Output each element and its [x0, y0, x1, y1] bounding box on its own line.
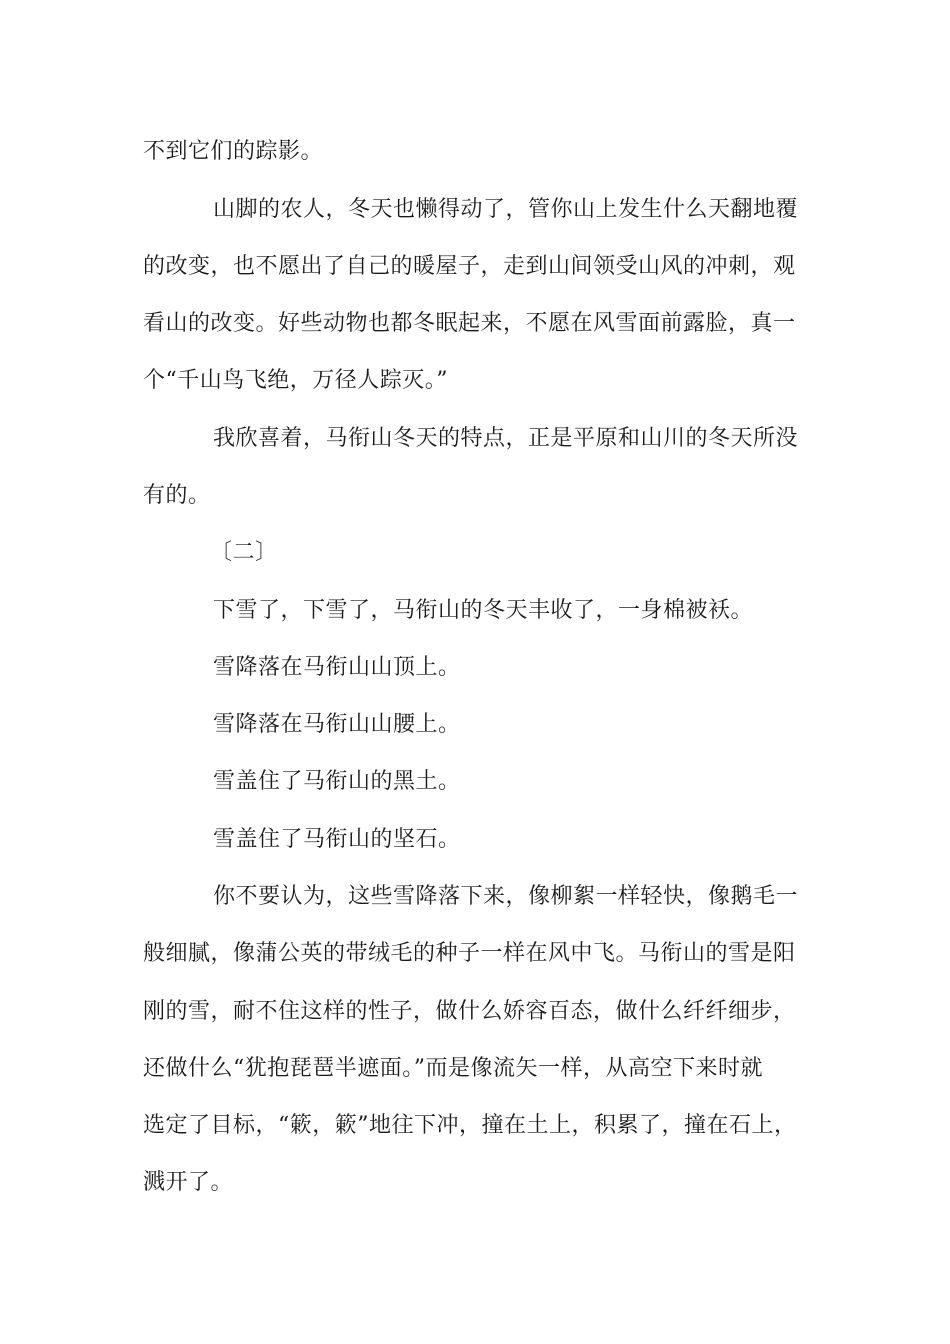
paragraph-line: 雪盖住了马衔山的坚石。 — [213, 827, 461, 852]
section-heading: 〔二〕 — [210, 540, 278, 565]
paragraph-line: 溅开了。 — [143, 1170, 234, 1195]
paragraph-line: 下雪了，下雪了，马衔山的冬天丰收了，一身棉被袄。 — [213, 598, 754, 623]
paragraph-line: 山脚的农人，冬天也懒得动了，管你山上发生什么天翻地覆 — [213, 197, 799, 222]
paragraph-line: 有的。 — [143, 483, 211, 508]
paragraph-line: 雪盖住了马衔山的黑土。 — [213, 769, 461, 794]
paragraph-line: 雪降落在马衔山山腰上。 — [213, 712, 461, 737]
paragraph-line: 你不要认为，这些雪降落下来，像柳絮一样轻快，像鹅毛一 — [213, 884, 799, 909]
paragraph-line: 看山的改变。好些动物也都冬眠起来，不愿在风雪面前露脸，真一 — [143, 311, 796, 336]
paragraph-line: 般细腻，像蒲公英的带绒毛的种子一样在风中飞。马衔山的雪是阳 — [143, 941, 796, 966]
paragraph-line: 刚的雪，耐不住这样的性子，做什么娇容百态，做什么纤纤细步， — [143, 999, 796, 1024]
paragraph-line: 我欣喜着，马衔山冬天的特点，正是平原和山川的冬天所没 — [213, 426, 799, 451]
paragraph-line: 选定了目标，“簌，簌”地往下冲，撞在土上，积累了，撞在石上， — [143, 1113, 797, 1138]
paragraph-line: 的改变，也不愿出了自己的暖屋子，走到山间领受山风的冲刺，观 — [143, 254, 796, 279]
paragraph-line: 雪降落在马衔山山顶上。 — [213, 655, 461, 680]
paragraph-line: 还做什么“犹抱琵琶半遮面。”而是像流矢一样，从高空下来时就 — [143, 1056, 763, 1081]
paragraph-line: 不到它们的踪影。 — [143, 139, 324, 164]
paragraph-line: 个“千山鸟飞绝，万径人踪灭。” — [143, 368, 448, 393]
